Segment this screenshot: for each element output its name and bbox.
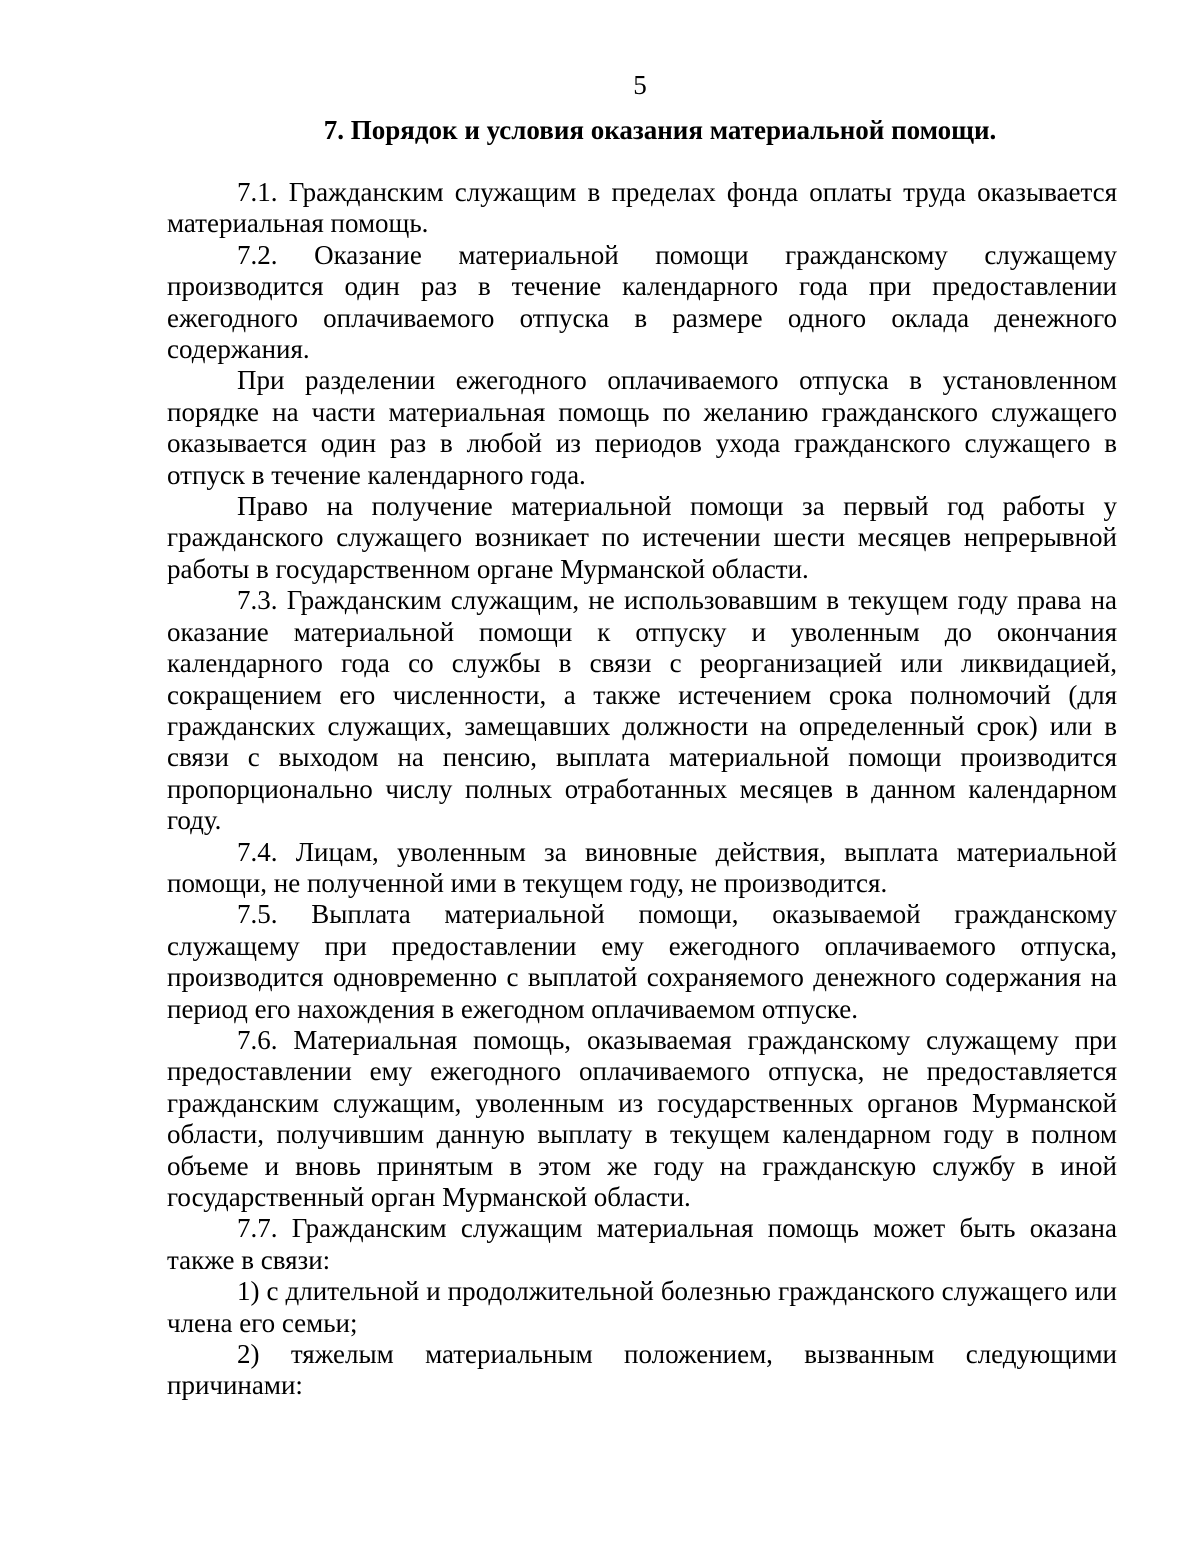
paragraph-7-7: 7.7. Гражданским служащим материальная помощь может быть оказана также в связи: bbox=[167, 1213, 1117, 1275]
paragraph-7-3: 7.3. Гражданским служащим, не использовавшим в текущем году права на оказание материальной помощи к отпуску и уволенным до окончания календарного года со службы в связи с реорганизацией или ликвидацией, сокращением его численности, а также истечением срока полномочий (для гражданских служащих, замещавших должности на определенный срок) или в связи с выходом на пенсию, выплата материальной помощи производится пропорционально числу полных отработанных месяцев в данном календарном году. bbox=[167, 585, 1117, 836]
paragraph-7-1: 7.1. Гражданским служащим в пределах фонда оплаты труда оказывается материальная помощь. bbox=[167, 177, 1117, 239]
paragraph-7-2-first-year: Право на получение материальной помощи за первый год работы у гражданского служащего возникает по истечении шести месяцев непрерывной работы в государственном органе Мурманской области. bbox=[167, 491, 1117, 584]
paragraph-7-2: 7.2. Оказание материальной помощи гражданскому служащему производится один раз в течение календарного года при предоставлении ежегодного оплачиваемого отпуска в размере одного оклада денежного содержания. bbox=[167, 239, 1117, 365]
paragraph-item-1: 1) с длительной и продолжительной болезнью гражданского служащего или члена его семьи; bbox=[167, 1276, 1117, 1338]
page-number: 5 bbox=[633, 70, 647, 100]
section-title: 7. Порядок и условия оказания материальной помощи. bbox=[323, 115, 997, 145]
paragraph-7-4: 7.4. Лицам, уволенным за виновные действия, выплата материальной помощи, не полученной ими в текущем году, не производится. bbox=[167, 836, 1117, 898]
paragraph-7-5: 7.5. Выплата материальной помощи, оказываемой гражданскому служащему при предоставлении ему ежегодного оплачиваемого отпуска, производится одновременно с выплатой сохраняемого денежного содержания на период его нахождения в ежегодном оплачиваемом отпуске. bbox=[167, 899, 1117, 1024]
paragraph-7-2-division: При разделении ежегодного оплачиваемого отпуска в установленном порядке на части материальная помощь по желанию гражданского служащего оказывается один раз в любой из периодов ухода гражданского служащего в отпуск в течение календарного года. bbox=[167, 365, 1117, 490]
paragraph-7-6: 7.6. Материальная помощь, оказываемая гражданскому служащему при предоставлении ему ежегодного оплачиваемого отпуска, не предоставляется гражданским служащим, уволенным из государственных органов Мурманской области, получившим данную выплату в текущем календарном году в полном объеме и вновь принятым в этом же году на гражданскую службу в иной государственный орган Мурманской области. bbox=[167, 1024, 1117, 1212]
document-body bbox=[167, 177, 1117, 1402]
paragraph-item-2: 2) тяжелым материальным положением, вызванным следующими причинами: bbox=[167, 1339, 1117, 1401]
